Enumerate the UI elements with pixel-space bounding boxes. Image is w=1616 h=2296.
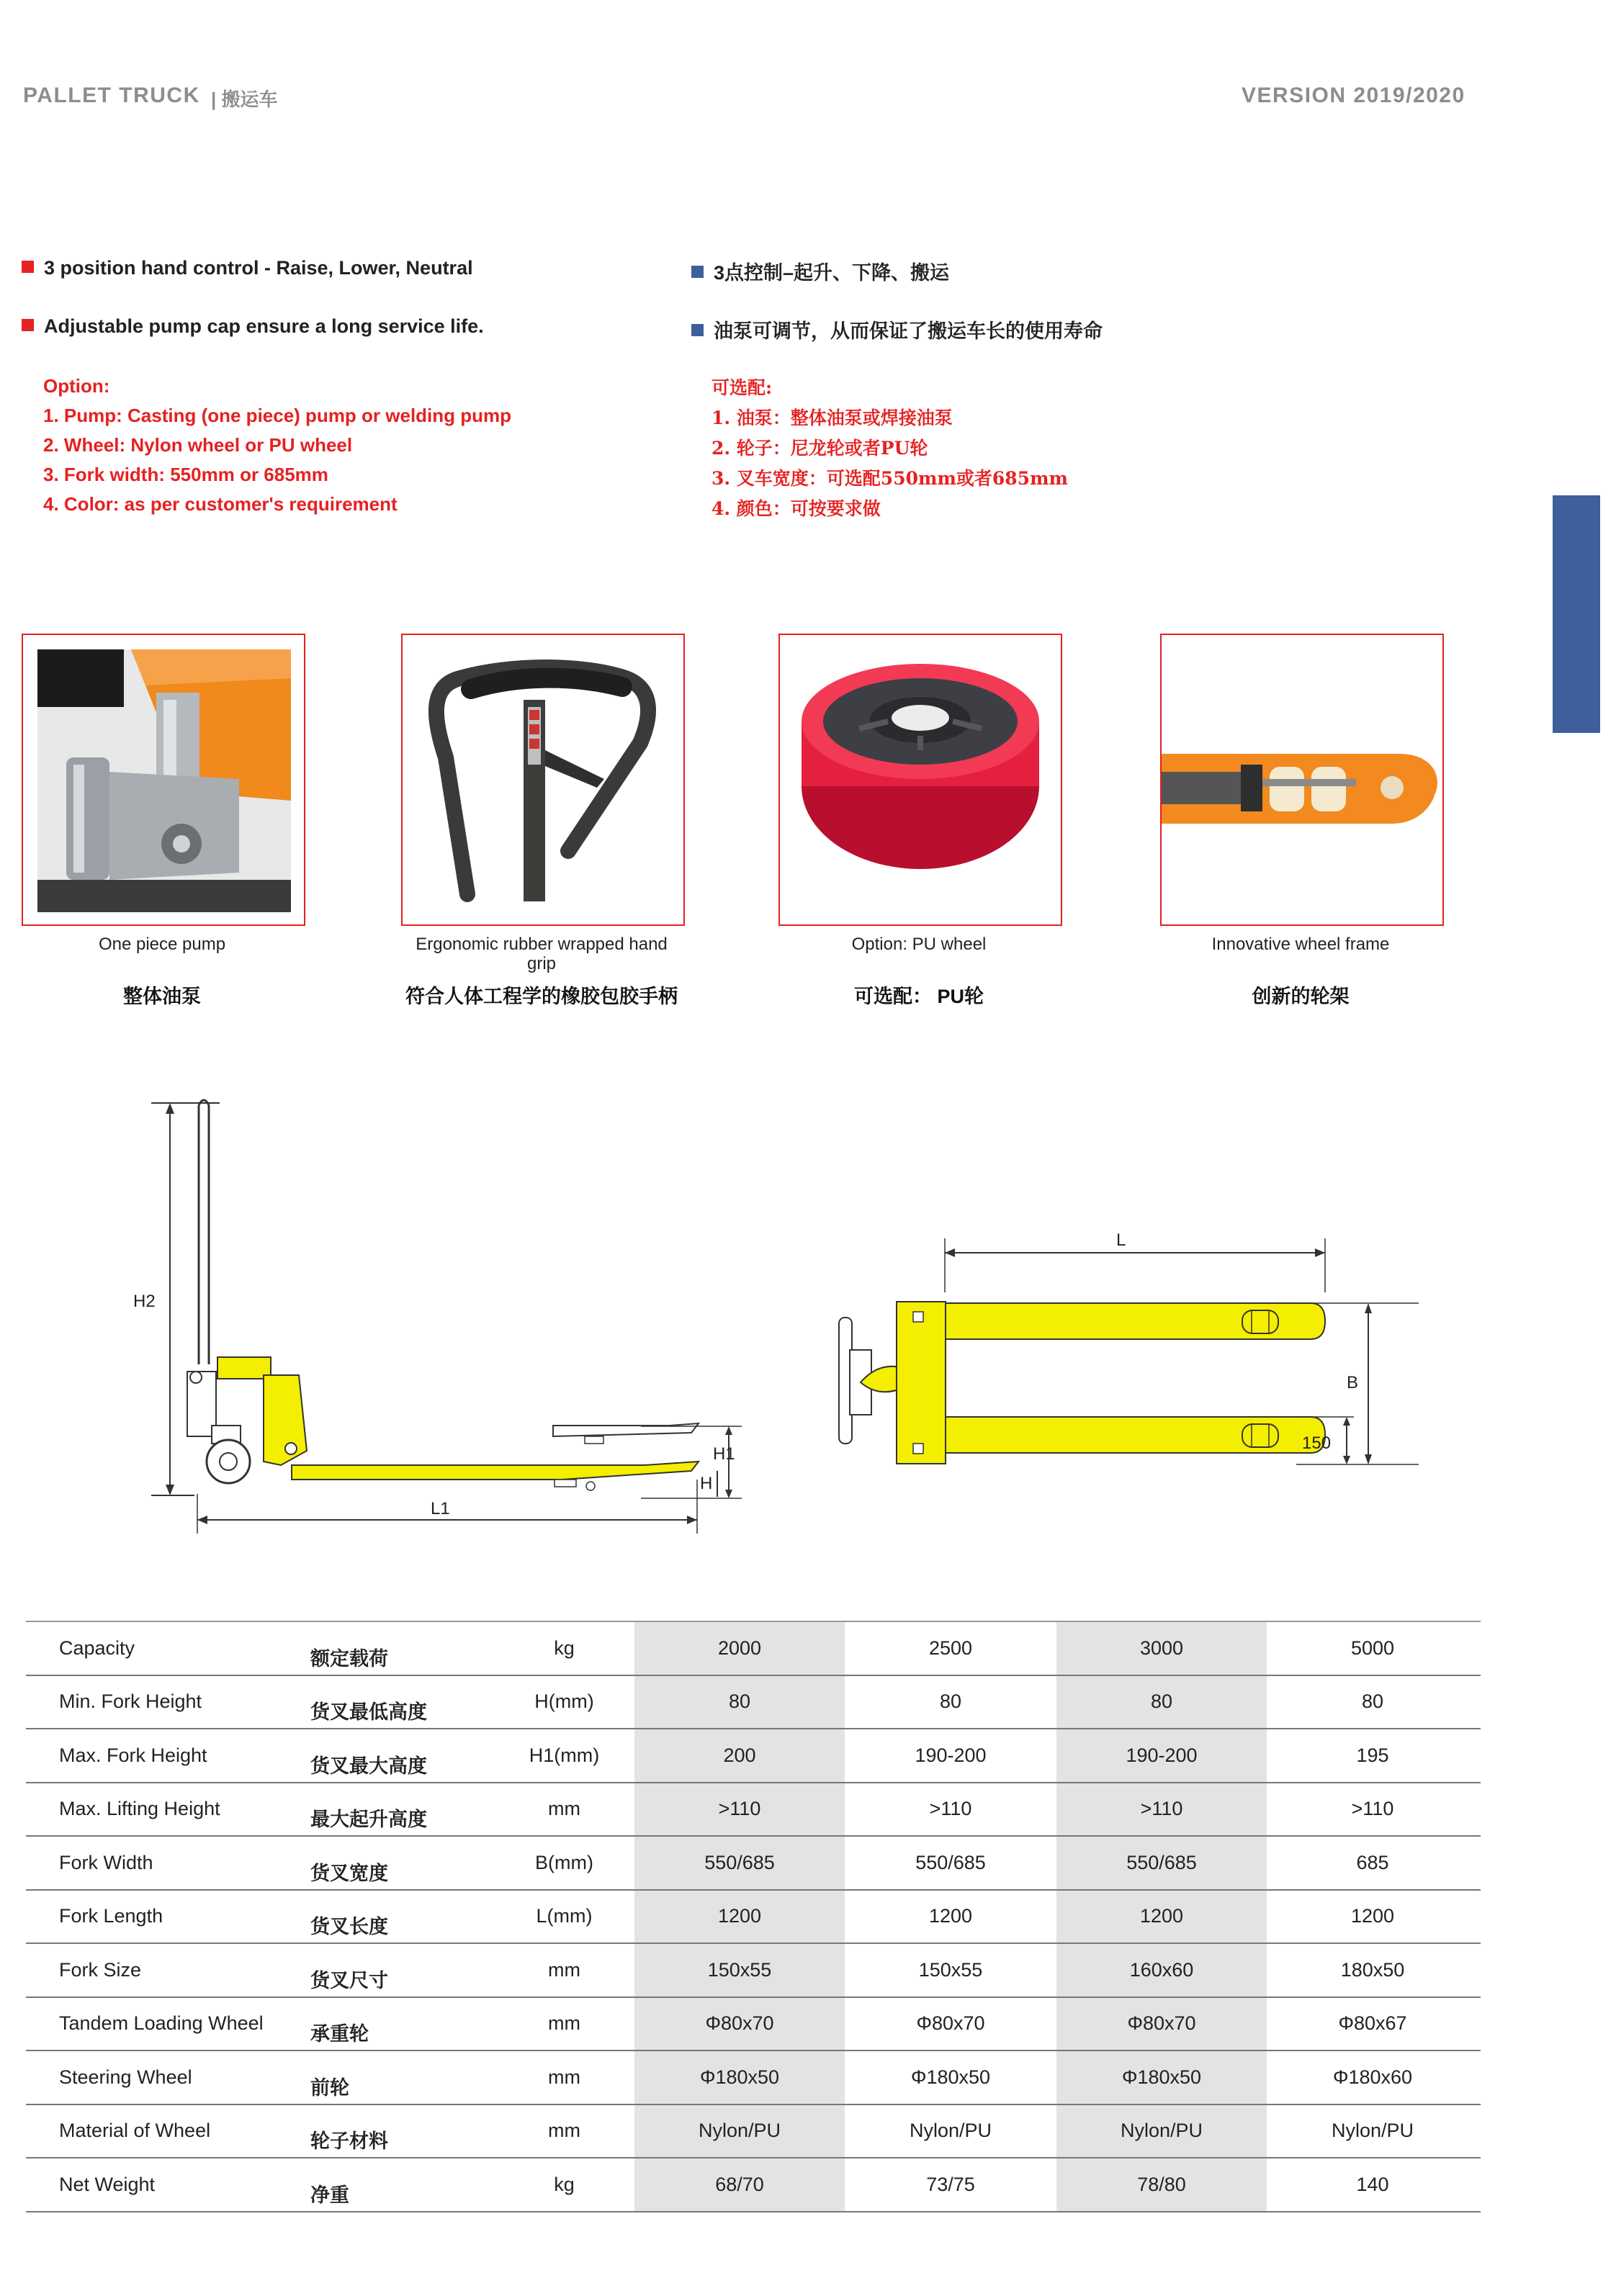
spec-value: 1200 xyxy=(1350,1905,1395,1927)
feature-cn-1: 3点控制–起升、下降、搬运 xyxy=(691,257,949,285)
spec-unit: mm xyxy=(548,1798,580,1820)
options-cn-item: 2. 轮子：尼龙轮或者PU轮 xyxy=(712,438,928,459)
caption-en: Ergonomic rubber wrapped hand grip xyxy=(416,935,668,973)
pump-image xyxy=(23,635,304,924)
photo-wheel-frame xyxy=(1160,634,1444,926)
options-en-item: 2. Wheel: Nylon wheel or PU wheel xyxy=(43,434,353,456)
pu-wheel-image xyxy=(780,635,1061,924)
table-row xyxy=(26,1621,1481,1676)
side-view-diagram xyxy=(133,1091,771,1552)
spec-label-cn: 货叉长度 xyxy=(310,1916,388,1938)
table-row xyxy=(26,2105,1481,2159)
photo-handle xyxy=(401,634,685,926)
spec-value: 195 xyxy=(1356,1744,1389,1766)
spec-value: 150x55 xyxy=(707,1958,772,1981)
spec-label-en: Fork Size xyxy=(59,1958,142,1981)
spec-label-cn: 最大起升高度 xyxy=(310,1809,427,1831)
spec-value: 160x60 xyxy=(1129,1958,1194,1981)
photo-pu-wheel xyxy=(778,634,1062,926)
spec-label-en: Max. Lifting Height xyxy=(59,1798,220,1820)
table-row xyxy=(26,1944,1481,1998)
spec-value: Φ80x70 xyxy=(916,2012,985,2035)
spec-value: 1200 xyxy=(928,1905,973,1927)
feature-en-2: Adjustable pump cap ensure a long service life. xyxy=(22,315,484,338)
red-square-icon xyxy=(22,261,34,273)
spec-value: 2000 xyxy=(717,1637,762,1659)
spec-label-cn: 承重轮 xyxy=(310,2023,369,2045)
spec-value: Φ180x50 xyxy=(910,2066,991,2088)
spec-value: >110 xyxy=(929,1798,972,1820)
options-cn-heading: 可选配: xyxy=(712,377,773,398)
page-subtitle: | 搬运车 xyxy=(211,89,278,110)
handle-image xyxy=(403,635,683,924)
spec-value: Φ180x50 xyxy=(1121,2066,1202,2088)
red-square-icon xyxy=(22,319,34,331)
options-en-item: 3. Fork width: 550mm or 685mm xyxy=(43,464,328,485)
spec-label-en: Net Weight xyxy=(59,2173,156,2195)
spec-unit: mm xyxy=(548,2066,580,2088)
spec-value: 1200 xyxy=(717,1905,762,1927)
spec-value: Nylon/PU xyxy=(698,2120,781,2142)
caption-cn: 符合人体工程学的橡胶包胶手柄 xyxy=(405,986,678,1007)
spec-label-en: Material of Wheel xyxy=(59,2120,211,2142)
wheel-frame-image xyxy=(1162,635,1442,924)
spec-value: Nylon/PU xyxy=(909,2120,992,2142)
fork-width-label: 150 xyxy=(1302,1433,1332,1453)
spec-value: 80 xyxy=(728,1691,751,1713)
caption-cn: 创新的轮架 xyxy=(1252,986,1350,1007)
spec-unit: H(mm) xyxy=(534,1691,594,1713)
spec-value: 73/75 xyxy=(926,2173,975,2195)
feature-cn-2: 油泵可调节，从而保证了搬运车长的使用寿命 xyxy=(691,315,1103,343)
table-row xyxy=(26,2051,1481,2105)
caption-cn: 整体油泵 xyxy=(123,986,201,1007)
spec-value: 80 xyxy=(939,1691,962,1713)
options-cn xyxy=(712,373,1068,524)
spec-label-en: Fork Width xyxy=(59,1851,153,1873)
spec-label-en: Fork Length xyxy=(59,1905,163,1927)
spec-value: 190-200 xyxy=(915,1744,987,1766)
spec-label-cn: 货叉尺寸 xyxy=(310,1969,388,1991)
spec-unit: kg xyxy=(554,2173,575,2195)
spec-value: 150x55 xyxy=(918,1958,983,1981)
spec-unit: kg xyxy=(554,1637,575,1659)
spec-value: 550/685 xyxy=(915,1851,986,1873)
l-label: L xyxy=(1116,1230,1126,1250)
spec-value: 78/80 xyxy=(1137,2173,1186,2195)
table-row xyxy=(26,1783,1481,1837)
caption-en: One piece pump xyxy=(98,935,226,954)
spec-unit: H1(mm) xyxy=(529,1744,600,1766)
table-row xyxy=(26,1891,1481,1945)
spec-value: Φ80x70 xyxy=(705,2012,774,2035)
spec-value: 68/70 xyxy=(715,2173,764,2195)
options-cn-item: 4. 颜色：可按要求做 xyxy=(712,498,881,519)
page-title: PALLET TRUCK xyxy=(23,84,200,107)
spec-value: 550/685 xyxy=(1126,1851,1197,1873)
table-row xyxy=(26,1837,1481,1891)
options-en-heading: Option: xyxy=(43,375,110,397)
feature-en-1: 3 position hand control - Raise, Lower, Neutral xyxy=(22,257,473,279)
spec-value: Φ80x70 xyxy=(1127,2012,1196,2035)
spec-value: >110 xyxy=(1351,1798,1394,1820)
spec-value: 80 xyxy=(1361,1691,1384,1713)
options-en-item: 4. Color: as per customer's requirement xyxy=(43,493,398,515)
top-view-diagram xyxy=(821,1224,1440,1483)
b-label: B xyxy=(1347,1373,1359,1392)
spec-value: Φ80x67 xyxy=(1338,2012,1407,2035)
options-cn-item: 3. 叉车宽度：可选配550mm或者685mm xyxy=(712,468,1068,489)
caption-en: Option: PU wheel xyxy=(851,935,987,954)
version-label: VERSION 2019/2020 xyxy=(1242,84,1465,107)
spec-label-en: Capacity xyxy=(59,1637,135,1659)
spec-unit: mm xyxy=(548,1958,580,1981)
spec-unit: mm xyxy=(548,2012,580,2035)
table-row xyxy=(26,1676,1481,1730)
table-row xyxy=(26,2158,1481,2212)
spec-unit: L(mm) xyxy=(536,1905,593,1927)
spec-value: 550/685 xyxy=(704,1851,775,1873)
spec-unit: mm xyxy=(548,2120,580,2142)
caption-cn: 可选配： PU轮 xyxy=(853,986,984,1007)
spec-label-cn: 货叉最大高度 xyxy=(310,1755,427,1777)
spec-value: Nylon/PU xyxy=(1331,2120,1414,2142)
blue-square-icon xyxy=(691,324,704,336)
spec-value: 5000 xyxy=(1350,1637,1395,1659)
spec-unit: B(mm) xyxy=(535,1851,593,1873)
spec-label-cn: 额定载荷 xyxy=(310,1647,388,1670)
h-label: H xyxy=(700,1474,713,1493)
spec-value: 200 xyxy=(723,1744,756,1766)
spec-value: 3000 xyxy=(1139,1637,1184,1659)
caption-en: Innovative wheel frame xyxy=(1211,935,1390,954)
options-cn-item: 1. 油泵：整体油泵或焊接油泵 xyxy=(712,408,953,428)
h1-label: H1 xyxy=(713,1444,735,1464)
spec-value: 180x50 xyxy=(1340,1958,1405,1981)
spec-label-en: Min. Fork Height xyxy=(59,1691,202,1713)
spec-label-cn: 前轮 xyxy=(310,2076,349,2099)
options-en-item: 1. Pump: Casting (one piece) pump or welding pump xyxy=(43,405,512,426)
spec-label-en: Max. Fork Height xyxy=(59,1744,207,1766)
spec-label-cn: 轮子材料 xyxy=(310,2130,388,2153)
table-row xyxy=(26,1729,1481,1783)
l1-label: L1 xyxy=(431,1499,450,1518)
spec-label-cn: 货叉宽度 xyxy=(310,1862,388,1884)
h2-label: H2 xyxy=(133,1292,156,1311)
spec-value: >110 xyxy=(1140,1798,1183,1820)
spec-value: 140 xyxy=(1356,2173,1389,2195)
spec-label-en: Tandem Loading Wheel xyxy=(59,2012,264,2035)
spec-label-cn: 净重 xyxy=(310,2184,349,2206)
spec-value: Φ180x60 xyxy=(1332,2066,1413,2088)
spec-value: Nylon/PU xyxy=(1120,2120,1203,2142)
spec-value: 1200 xyxy=(1139,1905,1184,1927)
photo-pump xyxy=(22,634,305,926)
spec-label-cn: 货叉最低高度 xyxy=(310,1701,427,1724)
section-tab xyxy=(1553,495,1600,733)
spec-table xyxy=(26,1621,1481,2212)
spec-value: 190-200 xyxy=(1126,1744,1198,1766)
spec-value: 685 xyxy=(1356,1851,1389,1873)
spec-value: 2500 xyxy=(928,1637,973,1659)
spec-label-en: Steering Wheel xyxy=(59,2066,192,2088)
spec-value: Φ180x50 xyxy=(699,2066,780,2088)
blue-square-icon xyxy=(691,266,704,278)
table-row xyxy=(26,1998,1481,2052)
options-en xyxy=(43,372,511,519)
spec-value: >110 xyxy=(718,1798,761,1820)
spec-value: 80 xyxy=(1150,1691,1173,1713)
